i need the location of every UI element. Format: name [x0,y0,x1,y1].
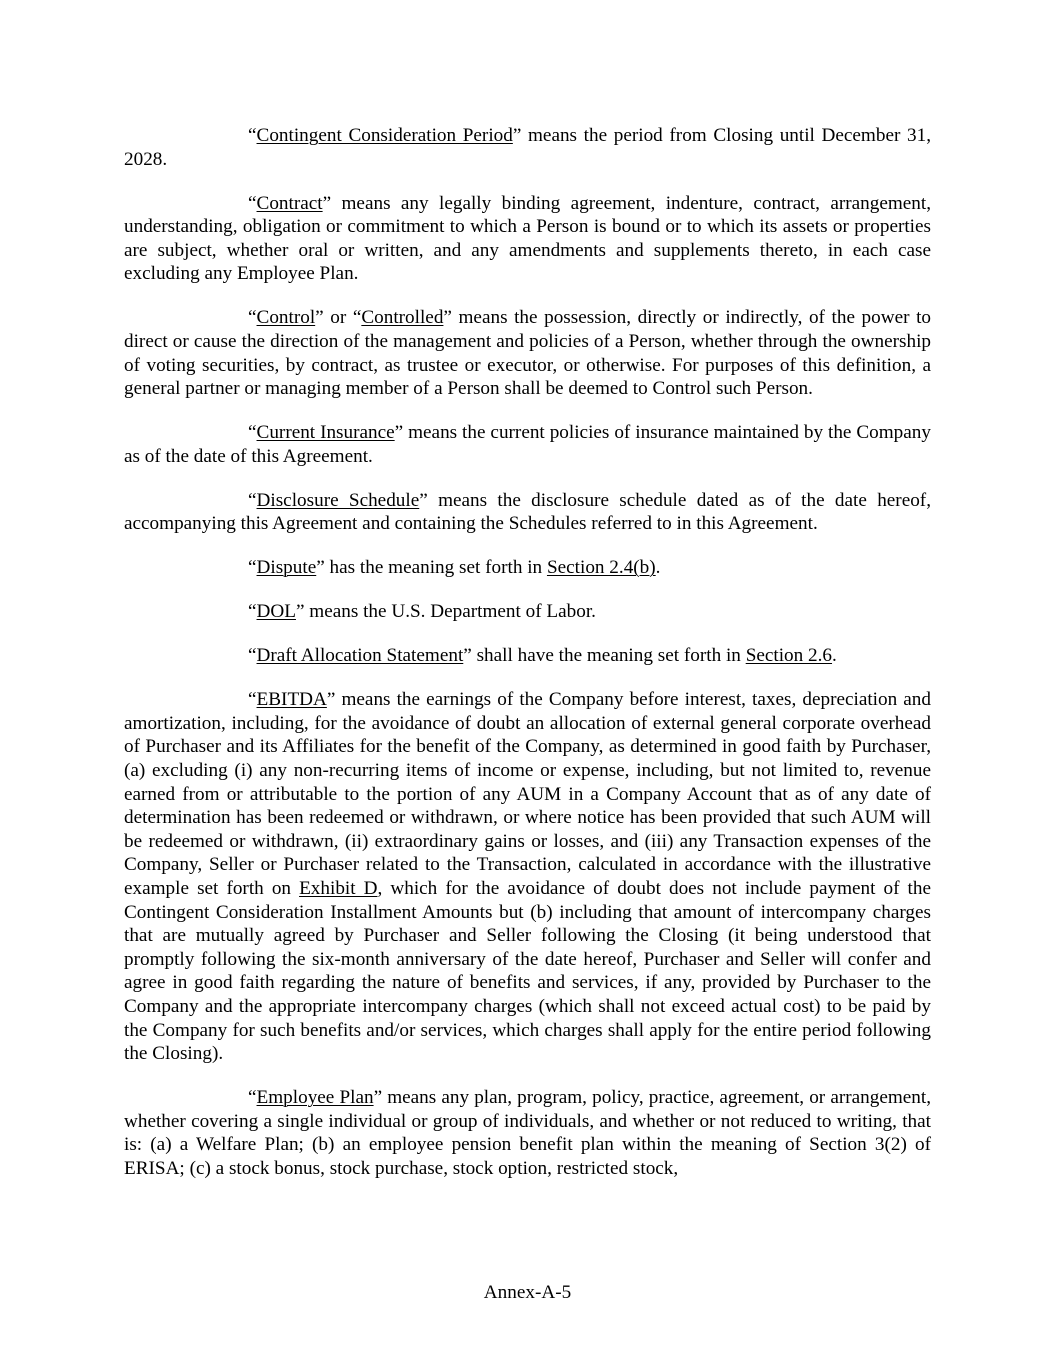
definition-ebitda [124,688,931,1066]
definition-text: ” means the earnings of the Company before interest, taxes, depreciation and amortization, including, for the avoidance of doubt an allocation of external general corporate overhead of Purchaser and its Affiliates for the benefit of the Company, as determined in good faith by Purchaser, (a) excluding (i) any non-recurring items of income or expense, including, but not limited to, revenue earned from or attributable to the portion of any AUM in a Company Account that as of any date of determination has been redeemed or withdrawn, or where notice has been provided that such AUM will be redeemed or withdrawn, (ii) extraordinary gains or losses, and (iii) any Transaction expenses of the Company, Seller or Purchaser related to the Transaction, calculated in accordance with the illustrative example set forth on [124,689,931,899]
definition-disclosure-schedule [124,489,931,536]
defined-term: Control [256,307,316,329]
open-quote: “ [248,192,257,214]
defined-term: Current Insurance [256,422,395,444]
open-quote: “ [248,422,257,444]
definition-current-insurance [124,421,931,468]
defined-term: EBITDA [256,689,327,711]
definition-dispute [124,556,931,580]
definition-end: . [655,557,661,579]
page-number-footer: Annex-A-5 [483,1282,572,1303]
open-quote: “ [248,125,257,146]
definition-text: ” shall have the meaning set forth in [463,645,746,667]
exhibit-reference-link[interactable]: Exhibit D [299,877,378,899]
defined-term: Contingent Consideration Period [256,125,513,146]
open-quote: “ [248,1087,257,1109]
defined-term: Draft Allocation Statement [256,645,464,667]
definition-text: ” means the possession, directly or indirectly, of the power to direct or cause the direction of the management and policies of a Person, whether through the ownership of voting securities, by contract, as trustee or executor, or otherwise. For purposes of this definition, a general partner or managing member of a Person shall be deemed to Control such Person. [124,307,931,400]
definition-text-continued: , which for the avoidance of doubt does not include payment of the Contingent Consideration Installment Amounts but (b) including that amount of intercompany charges that are mutually agreed by Purchaser and Seller following the Closing (it being understood that promptly following the six-month anniversary of the date hereof, Purchaser and Seller will confer and agree in good faith regarding the nature of benefits and services, if any, provided by Purchaser to the Company and the appropriate intercompany charges (which shall not exceed actual cost) to be paid by the Company for such benefits and/or services, which charges shall apply for the entire period following the Closing). [124,877,931,1065]
definition-text: ” has the meaning set forth in [316,557,547,579]
definition-employee-plan [124,1086,931,1180]
definition-control [124,306,931,400]
definition-text: ” means the disclosure schedule dated as of the date hereof, accompanying this Agreement and containing the Schedules referred to in this Agreement. [124,489,931,535]
defined-term: DOL [256,601,296,623]
definition-text: ” means any legally binding agreement, indenture, contract, arrangement, understanding, obligation or commitment to which a Person is bound or to which its assets or properties are subject, whether oral or written, and any amendments and supplements thereto, in each case excluding any Employee Plan. [124,192,931,285]
definition-text: ” means any plan, program, policy, practice, agreement, or arrangement, whether covering a single individual or group of individuals, and whether or not reduced to writing, that is: (a) a Welfare Plan; (b) an employee pension benefit plan within the meaning of Section 3(2) of ERISA; (c) a stock bonus, stock purchase, stock option, restricted stock, [124,1087,932,1179]
definition-dol [124,600,931,624]
defined-term: Contract [256,192,323,214]
open-quote: “ [248,557,257,579]
section-reference-link[interactable]: Section 2.6 [745,645,833,667]
open-quote: “ [248,645,257,667]
definition-text: ” means the period from Closing until December 31, 2028. [124,125,931,170]
defined-term: Dispute [256,557,317,579]
open-quote: “ [248,307,257,329]
definition-contract [124,192,931,286]
definition-end: . [832,645,837,667]
connector-text: ” or “ [315,307,362,329]
open-quote: “ [248,689,257,711]
defined-term: Disclosure Schedule [256,489,420,511]
definition-contingent-consideration-period [124,124,931,171]
definition-text: ” means the current policies of insurance maintained by the Company as of the date of this Agreement. [124,422,931,467]
definition-text: ” means the U.S. Department of Labor. [295,601,596,623]
defined-term-secondary: Controlled [361,307,444,329]
section-reference-link[interactable]: Section 2.4(b) [546,557,656,579]
open-quote: “ [248,601,257,623]
definition-draft-allocation-statement [124,644,931,668]
defined-term: Employee Plan [256,1087,374,1109]
document-body [124,124,931,1201]
open-quote: “ [248,489,257,511]
